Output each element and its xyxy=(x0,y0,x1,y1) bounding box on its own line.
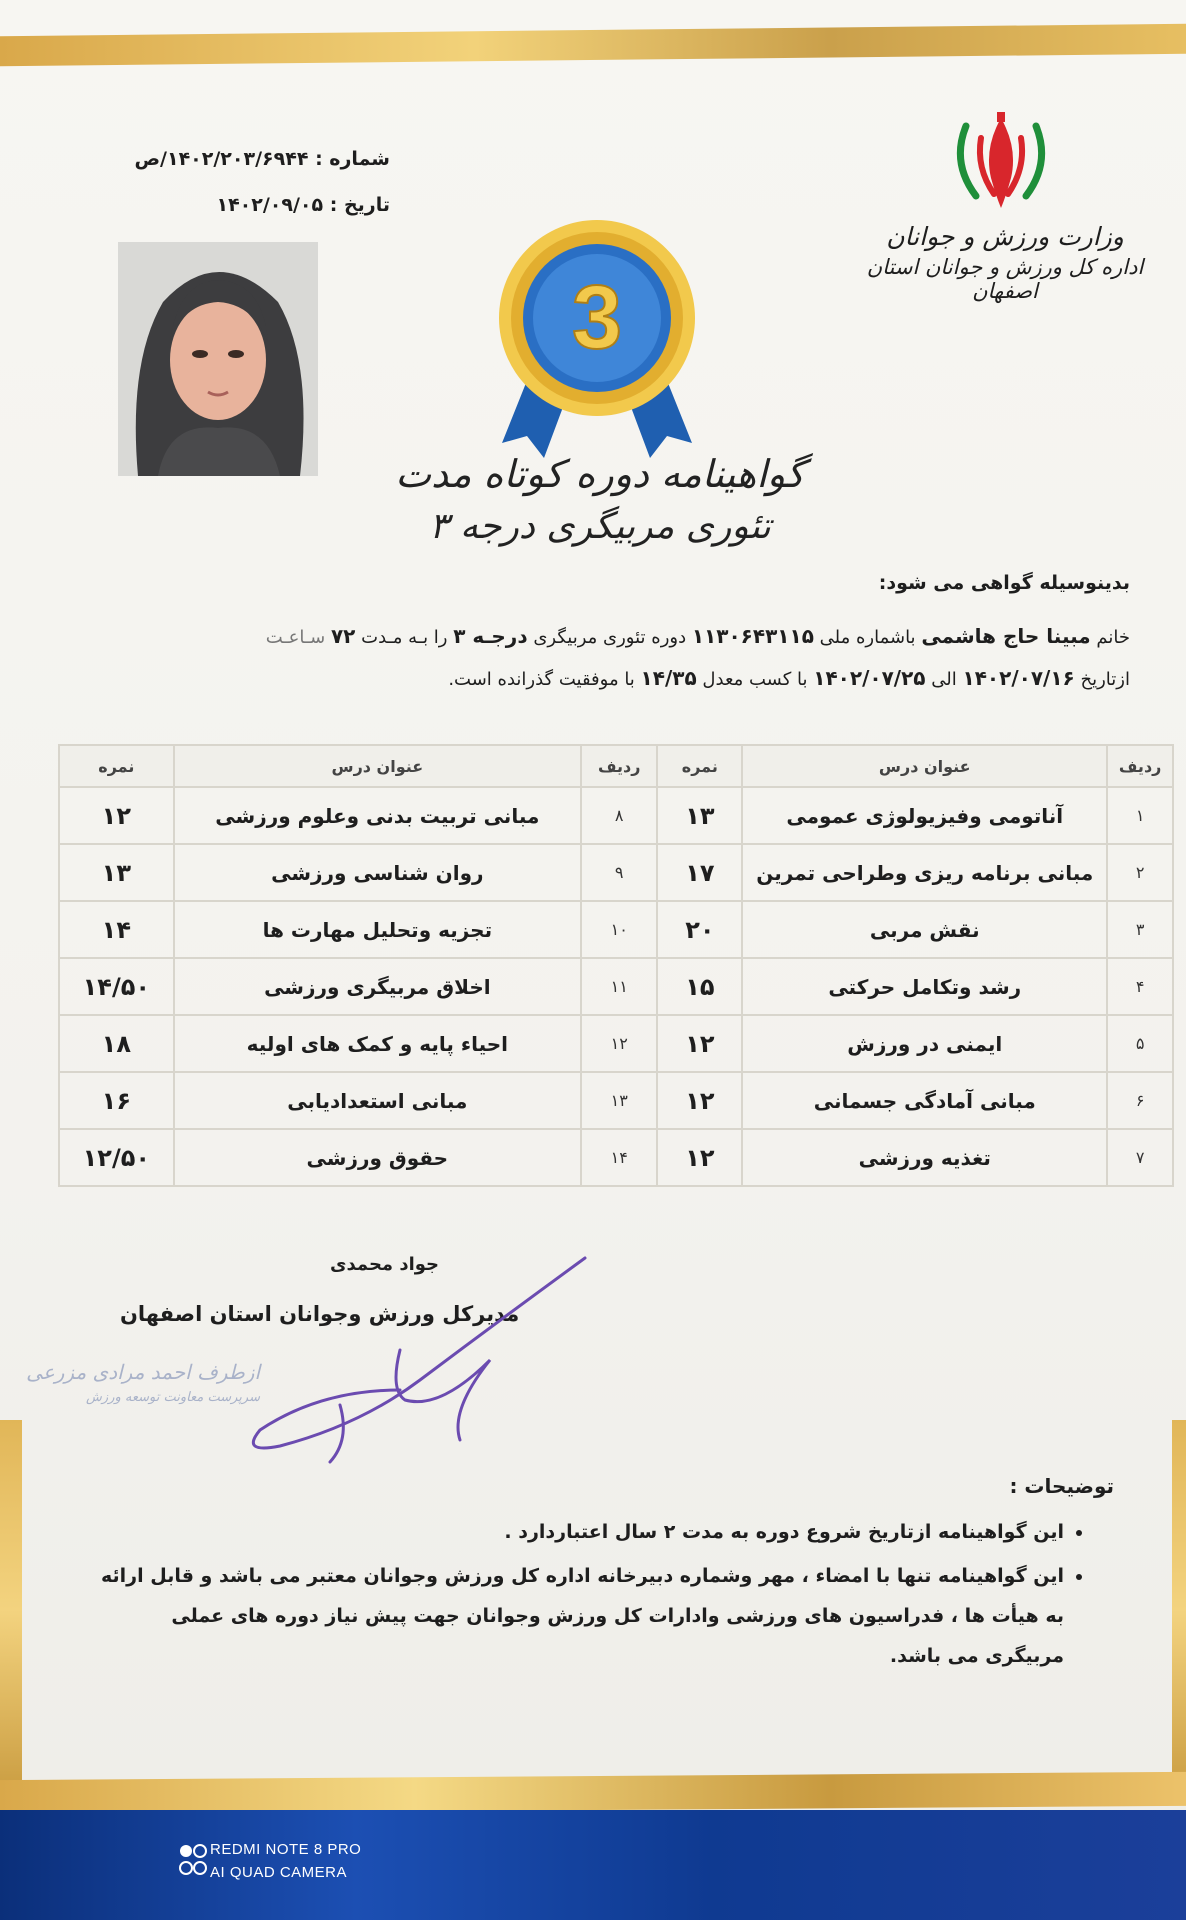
course-title: مبانی استعدادیابی xyxy=(174,1072,581,1129)
text: الی xyxy=(931,669,957,690)
course-title: رشد وتکامل حرکتی xyxy=(742,958,1107,1015)
certificate-paragraph-2 xyxy=(90,666,1130,690)
signatory-role: مدیرکل ورزش وجوانان استان اصفهان xyxy=(120,1302,520,1326)
text: سـاعـت xyxy=(265,627,326,648)
course-score: ۱۲/۵۰ xyxy=(59,1129,174,1186)
course-score: ۱۴ xyxy=(59,901,174,958)
text: ازتاریخ xyxy=(1080,669,1130,690)
column-header: نمره xyxy=(657,745,742,787)
row-number: ۴ xyxy=(1107,958,1173,1015)
to-date: ۱۴۰۲/۰۷/۲۵ xyxy=(813,666,926,690)
course-title: تجزیه وتحلیل مهارت ها xyxy=(174,901,581,958)
degree: درجـه ۳ xyxy=(453,624,528,648)
portrait-image xyxy=(118,242,318,476)
table-header-row xyxy=(59,745,1173,787)
row-number: ۱۴ xyxy=(581,1129,657,1186)
table-row xyxy=(59,1072,1173,1129)
notes-list xyxy=(90,1512,1090,1680)
from-date: ۱۴۰۲/۰۷/۱۶ xyxy=(962,666,1075,690)
course-title: روان شناسی ورزشی xyxy=(174,844,581,901)
row-number: ۸ xyxy=(581,787,657,844)
course-score: ۱۳ xyxy=(657,787,742,844)
holder-name: مبینا حاج هاشمی xyxy=(921,624,1091,648)
course-title: مبانی تربیت بدنی وعلوم ورزشی xyxy=(174,787,581,844)
course-score: ۲۰ xyxy=(657,901,742,958)
iran-emblem-icon xyxy=(946,108,1056,218)
column-header: ردیف xyxy=(1107,745,1173,787)
national-id: ۱۱۳۰۶۴۳۱۱۵ xyxy=(691,624,814,648)
course-score: ۱۲ xyxy=(59,787,174,844)
course-score: ۱۸ xyxy=(59,1015,174,1072)
number-value: ۱۴۰۲/۲۰۳/۶۹۴۴/ص xyxy=(134,148,309,170)
ministry-name: وزارت ورزش و جوانان xyxy=(886,222,1124,251)
table-row xyxy=(59,901,1173,958)
course-score: ۱۴/۵۰ xyxy=(59,958,174,1015)
course-score: ۱۲ xyxy=(657,1015,742,1072)
course-score: ۱۷ xyxy=(657,844,742,901)
course-score: ۱۵ xyxy=(657,958,742,1015)
table-row xyxy=(59,1129,1173,1186)
text: با کسب معدل xyxy=(702,669,808,690)
document-meta xyxy=(90,136,390,228)
course-title: آناتومی وفیزیولوژی عمومی xyxy=(742,787,1107,844)
course-title: تغذیه ورزشی xyxy=(742,1129,1107,1186)
table-row xyxy=(59,958,1173,1015)
course-title: حقوق ورزشی xyxy=(174,1129,581,1186)
course-title: ایمنی در ورزش xyxy=(742,1015,1107,1072)
row-number: ۵ xyxy=(1107,1015,1173,1072)
course-score: ۱۲ xyxy=(657,1072,742,1129)
course-score: ۱۲ xyxy=(657,1129,742,1186)
course-title: احیاء پایه و کمک های اولیه xyxy=(174,1015,581,1072)
row-number: ۱۱ xyxy=(581,958,657,1015)
column-header: عنوان درس xyxy=(174,745,581,787)
text: باشماره ملی xyxy=(819,627,916,648)
document-date xyxy=(90,182,390,228)
gold-border-left xyxy=(0,1420,22,1800)
course-scores-table xyxy=(58,744,1174,1187)
signatory-name: جواد محمدی xyxy=(330,1254,440,1275)
ministry-office: اداره کل ورزش و جوانان استان اصفهان xyxy=(866,255,1144,303)
course-title: نقش مربی xyxy=(742,901,1107,958)
title-line-2: تئوری مربیگری درجه ۳ xyxy=(429,506,771,547)
course-title: مبانی آمادگی جسمانی xyxy=(742,1072,1107,1129)
row-number: ۷ xyxy=(1107,1129,1173,1186)
ministry-heading xyxy=(840,222,1170,303)
column-header: نمره xyxy=(59,745,174,787)
row-number: ۱۳ xyxy=(581,1072,657,1129)
row-number: ۱۰ xyxy=(581,901,657,958)
watermark-line-1: REDMI NOTE 8 PRO xyxy=(210,1841,362,1858)
hours: ۷۲ xyxy=(330,624,356,648)
note-item: • این گواهینامه ازتاریخ شروع دوره به مدت ۲ سال اعتباردارد . xyxy=(90,1512,1064,1552)
column-header: ردیف xyxy=(581,745,657,787)
table-row xyxy=(59,844,1173,901)
text: دوره تئوری مربیگری xyxy=(533,627,687,648)
text: را بـه مـدت xyxy=(361,627,448,648)
holder-photo xyxy=(118,242,318,476)
text: خانم xyxy=(1096,627,1130,648)
date-value: ۱۴۰۲/۰۹/۰۵ xyxy=(216,194,324,216)
table-row xyxy=(59,1015,1173,1072)
row-number: ۶ xyxy=(1107,1072,1173,1129)
medal-grade: 3 xyxy=(571,268,623,368)
row-number: ۱ xyxy=(1107,787,1173,844)
text: با موفقیت گذرانده است. xyxy=(448,669,635,690)
certificate-title xyxy=(380,452,820,547)
title-line-1: گواهینامه دوره کوتاه مدت xyxy=(395,452,805,496)
course-score: ۱۳ xyxy=(59,844,174,901)
certificate-heading: بدینوسیله گواهی می شود: xyxy=(878,572,1130,594)
date-label: تاریخ : xyxy=(329,194,390,216)
course-title: اخلاق مربیگری ورزشی xyxy=(174,958,581,1015)
average-score: ۱۴/۳۵ xyxy=(640,666,697,690)
watermark-line-2: AI QUAD CAMERA xyxy=(210,1864,348,1881)
number-label: شماره : xyxy=(315,148,390,170)
table-row xyxy=(59,787,1173,844)
stamp-line-2: سرپرست معاونت توسعه ورزش xyxy=(86,1390,260,1405)
stamp-line-1: ازطرف احمد مرادی مزرعی xyxy=(26,1360,260,1384)
camera-watermark xyxy=(176,1838,361,1884)
notes-title: توضیحات : xyxy=(1009,1474,1114,1498)
note-item: • این گواهینامه تنها با امضاء ، مهر وشماره دبیرخانه اداره کل ورزش وجوانان معتبر می باشد و قابل ارائه به هیأت ها ، فدراسیون های ورزشی وادارات کل ورزش وجوانان جهت پیش نیاز دوره های عملی مربیگری می باشد. xyxy=(90,1556,1064,1676)
document-number xyxy=(90,136,390,182)
gold-border-right xyxy=(1172,1420,1186,1800)
column-header: عنوان درس xyxy=(742,745,1107,787)
row-number: ۹ xyxy=(581,844,657,901)
grade-medal-icon xyxy=(472,218,722,458)
row-number: ۲ xyxy=(1107,844,1173,901)
row-number: ۳ xyxy=(1107,901,1173,958)
certificate-paragraph-1 xyxy=(90,624,1130,648)
row-number: ۱۲ xyxy=(581,1015,657,1072)
handwritten-signature-icon xyxy=(200,1240,620,1470)
course-score: ۱۶ xyxy=(59,1072,174,1129)
course-title: مبانی برنامه ریزی وطراحی تمرین xyxy=(742,844,1107,901)
